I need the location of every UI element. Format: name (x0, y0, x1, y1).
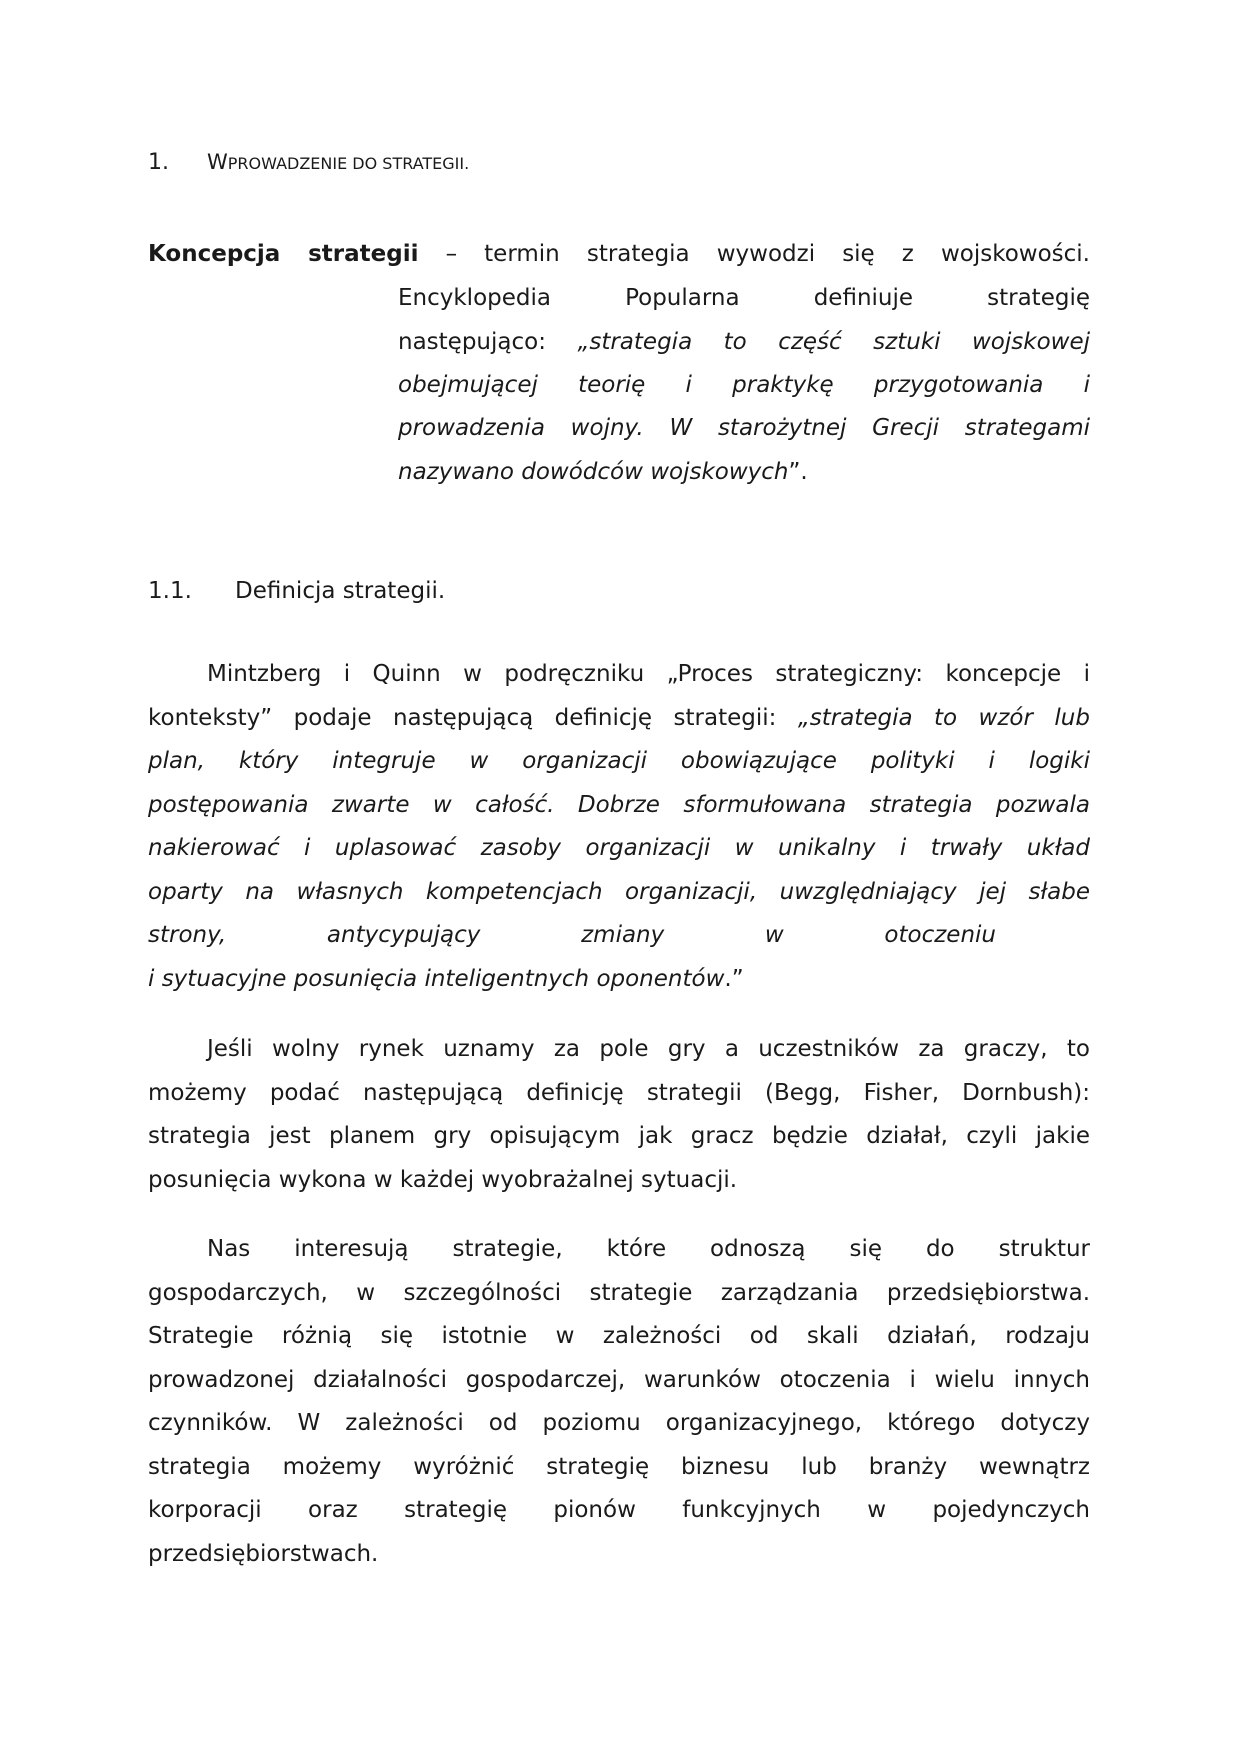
para1-line-7: strony, antycypujący zmiany w otoczeniu (148, 922, 996, 948)
para3-line-6: strategia możemy wyróżnić strategię biznesu lub branży wewnątrz (148, 1454, 1090, 1480)
heading-2-title: Definicja strategii. (235, 578, 446, 604)
concept-line-3 (398, 321, 1090, 364)
para1-line-4: postępowania zwarte w całość. Dobrze sformułowana strategia pozwala (148, 792, 1090, 818)
para3-line-3: Strategie różnią się istotnie w zależności od skali działań, rodzaju (148, 1323, 1090, 1349)
para2-line-3: strategia jest planem gry opisującym jak gracz będzie działał, czyli jakie (148, 1123, 1090, 1149)
heading-1-title (207, 141, 469, 185)
concept-line-5: prowadzenia wojny. W starożytnej Grecji strategami (398, 415, 1090, 441)
concept-line-1 (148, 233, 1090, 276)
para2-line-2: możemy podać następującą definicję strategii (Begg, Fisher, Dornbush): (148, 1080, 1090, 1106)
para1-line-1: Mintzberg i Quinn w podręczniku „Proces strategiczny: koncepcje i (207, 661, 1090, 687)
concept-term: Koncepcja strategii (148, 241, 419, 267)
para3-line-1: Nas interesują strategie, które odnoszą się do struktur (207, 1236, 1090, 1262)
heading-1-number: 1. (148, 150, 169, 175)
heading-1-cap: W (207, 150, 228, 174)
heading-1-dot: . (464, 154, 470, 173)
concept-line-3-quote: „strategia to część sztuki wojskowej (577, 329, 1090, 355)
concept-line-3-plain: następująco: (398, 329, 578, 355)
para2-line-1: Jeśli wolny rynek uznamy za pole gry a uczestników za graczy, to (207, 1036, 1090, 1062)
para3-line-5: czynników. W zależności od poziomu organizacyjnego, którego dotyczy (148, 1410, 1090, 1436)
para1-line-8 (148, 958, 744, 1001)
para1-line-2 (148, 697, 1090, 740)
concept-line-4: obejmującej teorię i praktykę przygotowania i (398, 372, 1090, 398)
concept-line-6-quote: nazywano dowódców wojskowych (398, 459, 789, 485)
heading-2-number: 1.1. (148, 578, 192, 604)
para1-line-3: plan, który integruje w organizacji obowiązujące polityki i logiki (148, 748, 1090, 774)
para1-line-2-plain: konteksty” podaje następującą definicję strategii: (148, 705, 798, 731)
concept-line-6 (398, 451, 808, 494)
para2-line-4: posunięcia wykona w każdej wyobrażalnej sytuacji. (148, 1167, 738, 1193)
heading-1-rest: PROWADZENIE DO STRATEGII (227, 154, 465, 173)
concept-line-1-rest: – termin strategia wywodzi się z wojskowości. (445, 241, 1090, 267)
para3-line-4: prowadzonej działalności gospodarczej, warunków otoczenia i wielu innych (148, 1367, 1090, 1393)
para3-line-8: przedsiębiorstwach. (148, 1541, 379, 1567)
para1-line-6: oparty na własnych kompetencjach organizacji, uwzględniający jej słabe (148, 879, 1090, 905)
para3-line-2: gospodarczych, w szczególności strategie zarządzania przedsiębiorstwa. (148, 1280, 1090, 1306)
concept-line-2: Encyklopedia Popularna definiuje strategię (398, 285, 1090, 311)
para1-line-5: nakierować i uplasować zasoby organizacji w unikalny i trwały układ (148, 835, 1090, 861)
para3-line-7: korporacji oraz strategię pionów funkcyjnych w pojedynczych (148, 1497, 1090, 1523)
para1-line-8-quote: i sytuacyjne posunięcia inteligentnych oponentów (148, 966, 725, 992)
para1-line-8-end: .” (724, 966, 744, 992)
para1-line-2-quote: „strategia to wzór lub (797, 705, 1090, 731)
concept-line-6-end: ”. (788, 459, 808, 485)
